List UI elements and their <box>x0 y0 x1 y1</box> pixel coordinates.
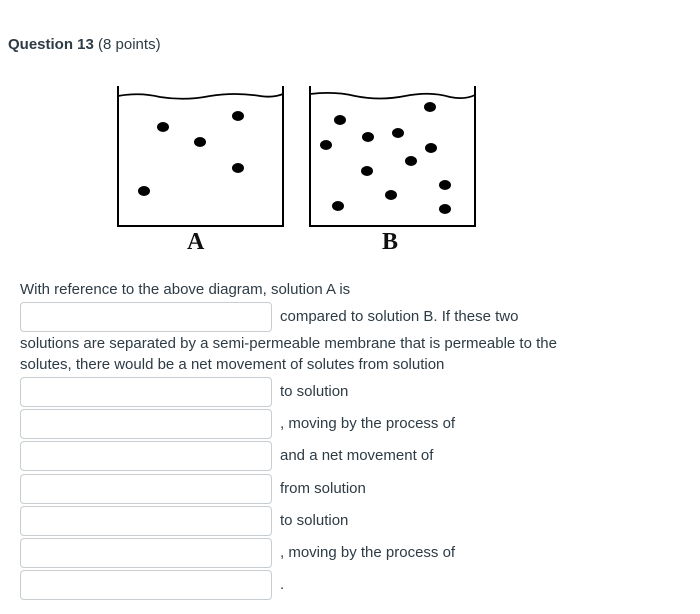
beaker-b-solute-12 <box>439 204 451 214</box>
answer-blank-8[interactable] <box>20 570 272 600</box>
beaker-a-outline <box>118 86 283 226</box>
after-blank-8-text: . <box>280 576 285 593</box>
answer-blank-2[interactable] <box>20 377 272 407</box>
after-blank-2-text: to solution <box>280 383 349 400</box>
question-line-2: solutions are separated by a semi-permeable membrane that is permeable to the <box>20 335 557 352</box>
beaker-a-solute-5 <box>194 137 206 147</box>
answer-blank-3[interactable] <box>20 409 272 439</box>
after-blank-3-text: , moving by the process of <box>280 415 456 432</box>
after-blank-6-text: to solution <box>280 512 349 529</box>
beaker-b-solute-11 <box>332 201 344 211</box>
beaker-b <box>310 86 475 226</box>
question-header <box>8 36 161 53</box>
beaker-a-solute-2 <box>232 111 244 121</box>
answer-blank-7[interactable] <box>20 538 272 568</box>
beaker-a-label: A <box>187 229 205 255</box>
after-blank-4-text: and a net movement of <box>280 447 434 464</box>
beaker-a-solute-3 <box>232 163 244 173</box>
answer-blank-6[interactable] <box>20 506 272 536</box>
question-points: (8 points) <box>98 36 161 53</box>
beaker-b-solute-1 <box>424 102 436 112</box>
beaker-illustration <box>110 82 485 262</box>
beaker-b-solute-2 <box>334 115 346 125</box>
beaker-a-water-surface <box>118 94 283 99</box>
beaker-b-label: B <box>382 229 399 255</box>
answer-blank-4[interactable] <box>20 441 272 471</box>
beaker-b-solute-6 <box>425 143 437 153</box>
beaker-b-solute-3 <box>362 132 374 142</box>
beaker-a <box>118 86 283 226</box>
answer-blank-1[interactable] <box>20 302 272 332</box>
beaker-b-solute-10 <box>385 190 397 200</box>
beaker-b-solute-5 <box>320 140 332 150</box>
beaker-a-solute-1 <box>157 122 169 132</box>
beaker-b-solute-9 <box>439 180 451 190</box>
beaker-b-water-surface <box>310 93 475 99</box>
after-blank-5-text: from solution <box>280 480 366 497</box>
question-title: Question 13 <box>8 36 94 53</box>
beaker-b-solute-7 <box>405 156 417 166</box>
beaker-a-solute-4 <box>138 186 150 196</box>
question-line-3: solutes, there would be a net movement of solutes from solution <box>20 356 445 373</box>
after-blank-1-text: compared to solution B. If these two <box>280 308 519 325</box>
answer-blank-5[interactable] <box>20 474 272 504</box>
beaker-b-solute-8 <box>361 166 373 176</box>
osmosis-diagram <box>110 82 485 262</box>
beaker-b-solute-4 <box>392 128 404 138</box>
question-intro-text: With reference to the above diagram, solution A is <box>20 281 351 298</box>
after-blank-7-text: , moving by the process of <box>280 544 456 561</box>
